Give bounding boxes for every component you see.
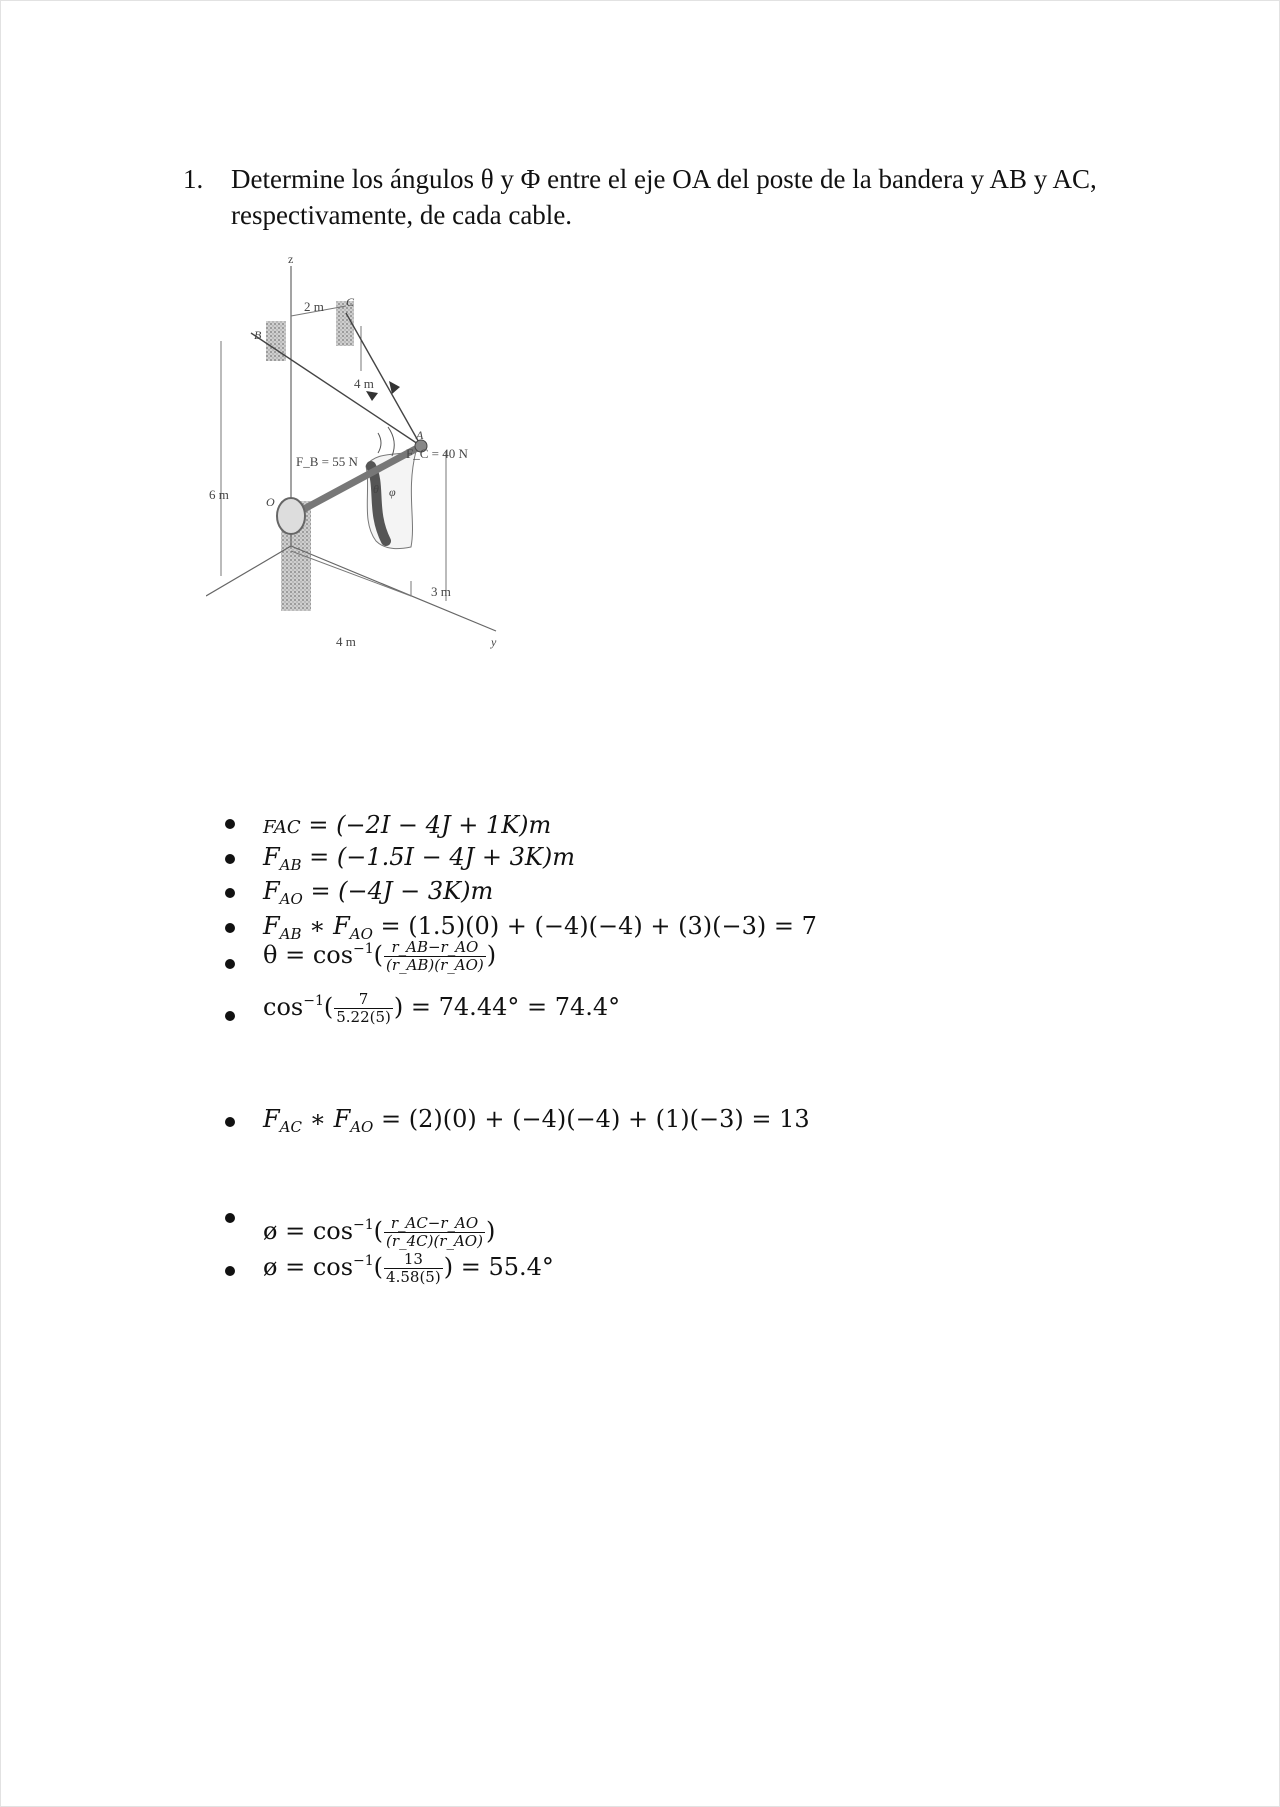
equation-phi-result: ø = $\cos^{-1}$( $\frac{13}{4.58(5)}$ ) = 55.4° [263, 1250, 554, 1286]
equation-theta-formula: $\theta = \cos^{-1}$( $\frac{r\_AB-r\_AO}{(r\_AB)(r\_AO)}$ ) [263, 938, 497, 974]
eq6-rhs: = 74.44° = 74.4° [410, 993, 621, 1021]
label-2m: 2 m [304, 299, 324, 314]
eq5-den: (r_AB)(r_AO) [386, 956, 484, 974]
x-axis [206, 546, 291, 596]
eq5-sup: −1 [353, 941, 374, 957]
label-y: y [491, 635, 497, 649]
eq2-rhs: = (−1.5I − 4J + 3K)m [309, 843, 575, 871]
problem-text: Determine los ángulos θ y Φ entre el eje OA del poste de la bandera y AB y AC, respectivamente, de cada cable. [231, 164, 1097, 230]
label-a: A [416, 428, 424, 442]
bullet [225, 923, 235, 933]
label-o: O [266, 495, 275, 509]
label-b: B [254, 328, 262, 342]
problem-number: 1. [183, 164, 204, 194]
bullet [225, 819, 235, 829]
bullet [225, 854, 235, 864]
label-fb: F_B = 55 N [296, 454, 358, 469]
label-fc: F_C = 40 N [406, 446, 468, 461]
y-axis [291, 546, 496, 631]
eq7-lhs2: F [333, 1105, 351, 1133]
eq4-lhs2: F [333, 912, 350, 940]
label-4m-bottom: 4 m [336, 634, 356, 649]
equation-fab [263, 843, 575, 874]
eq3-lhs: F [263, 877, 280, 905]
eq6-den: 5.22(5) [336, 1008, 391, 1026]
bullet [225, 888, 235, 898]
eq6-lhs: cos [263, 993, 304, 1021]
eq3-sub: AO [279, 890, 303, 908]
eq7-sub1: AC [279, 1118, 302, 1136]
flagpole-diagram [206, 251, 586, 711]
eq4-lhs1: F [263, 912, 280, 940]
eq5-num: r_AB−r_AO [384, 939, 486, 957]
eq7-rhs: = (2)(0) + (−4)(−4) + (1)(−3) = 13 [381, 1105, 810, 1133]
eq4-sub2: AO [349, 925, 373, 943]
fb-arrowhead [366, 391, 378, 401]
eq4-mid: ∗ [309, 912, 326, 940]
bullet [225, 959, 235, 969]
label-3m: 3 m [431, 584, 451, 599]
eq4-rhs: = (1.5)(0) + (−4)(−4) + (3)(−3) = 7 [380, 912, 817, 940]
eq2-lhs: F [263, 843, 280, 871]
eq9-num: 13 [384, 1251, 443, 1269]
eq7-mid: ∗ [309, 1105, 326, 1133]
label-z: z [288, 252, 294, 266]
eq7-sub2: AO [350, 1118, 374, 1136]
bullet [225, 1266, 235, 1276]
eq9-den: 4.58(5) [386, 1268, 441, 1286]
bullet [225, 1011, 235, 1021]
eq6-num: 7 [334, 991, 393, 1009]
eq4-sub1: AB [279, 925, 302, 943]
theta-arc [378, 433, 381, 453]
eq8-lhs: ø = cos [263, 1217, 354, 1245]
eq7-lhs1: F [263, 1105, 280, 1133]
bullet [225, 1213, 235, 1223]
eq6-sup: −1 [303, 993, 324, 1009]
phi-arc [388, 427, 394, 456]
label-4m-top: 4 m [354, 376, 374, 391]
equation-phi-formula: ø = $\cos^{-1}$( $\frac{r\_AC-r\_AO}{(r\_4C)(r\_AO)}$ ) [263, 1214, 496, 1250]
pole-base [277, 498, 305, 534]
flagpole-figure [206, 251, 586, 711]
eq5-fraction [384, 939, 486, 974]
label-phi: φ [389, 485, 396, 499]
bullet [225, 1117, 235, 1127]
eq9-fraction [384, 1251, 443, 1286]
eq1-lhs: FAC [263, 817, 301, 838]
eq5-lhs: θ = cos [263, 941, 354, 969]
eq1-rhs: = (−2I − 4J + 1K)m [308, 811, 552, 839]
eq9-rhs: = 55.4° [460, 1253, 554, 1281]
eq6-fraction [334, 991, 393, 1026]
equation-theta-result: $\cos^{-1}$( $\frac{7}{5.22(5)}$ ) = 74.44° = 74.4° [263, 990, 621, 1026]
label-theta: θ [373, 482, 379, 496]
eq8-sup: −1 [353, 1217, 374, 1233]
eq3-rhs: = (−4J − 3K)m [310, 877, 494, 905]
eq9-lhs: ø = cos [263, 1253, 354, 1281]
eq8-den: (r_4C)(r_AO) [386, 1232, 483, 1250]
eq9-sup: −1 [353, 1253, 374, 1269]
eq8-fraction [384, 1215, 485, 1250]
eq8-num: r_AC−r_AO [384, 1215, 485, 1233]
eq2-sub: AB [279, 856, 302, 874]
equation-fac [263, 811, 551, 839]
label-6m: 6 m [209, 487, 229, 502]
label-c: C [346, 295, 355, 309]
equation-dot-ac-ao [263, 1105, 810, 1136]
equation-fao [263, 877, 493, 908]
